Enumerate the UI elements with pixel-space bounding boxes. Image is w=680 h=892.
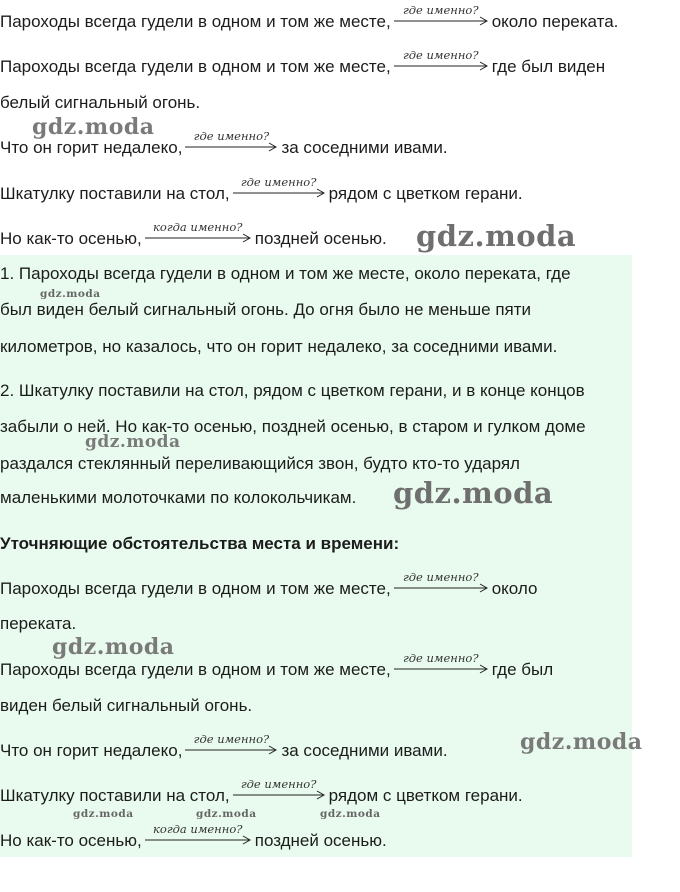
watermark-logo: gdz.moda [73, 808, 134, 820]
answer-line-2-cont: виден белый сигнальный огонь. [0, 696, 253, 715]
sentence-part: поздней осенью. [254, 831, 387, 850]
question-arrow [145, 822, 251, 846]
paragraph-2-line-2: забыли о ней. Но как-то осенью, поздней осенью, в старом и гулком доме [0, 417, 586, 436]
sentence-part: поздней осенью. [254, 229, 387, 248]
arrow-icon [394, 665, 488, 673]
sentence-part: за соседними ивами. [281, 741, 448, 760]
sentence-part: рядом с цветком герани. [328, 184, 523, 203]
sentence-part: Пароходы всегда гудели в одном и том же месте, [0, 660, 391, 679]
example-line-2 [0, 48, 606, 77]
watermark-logo: gdz.moda [196, 808, 257, 820]
sentence-part: Что он горит недалеко, [0, 138, 183, 157]
watermark-logo: gdz.moda [416, 219, 577, 253]
watermark-logo: gdz.moda [393, 476, 554, 510]
sentence-part: Пароходы всегда гудели в одном и том же месте, [0, 12, 391, 31]
arrow-icon [145, 234, 251, 242]
question-arrow [185, 732, 277, 756]
paragraph-1-line-2: был виден белый сигнальный огонь. До огня было не меньше пяти [0, 300, 532, 319]
question-label: где именно? [240, 175, 317, 189]
arrow-icon [394, 584, 488, 592]
paragraph-2-line-3: раздался стеклянный переливающийся звон, будто кто-то ударял [0, 454, 520, 473]
question-label: где именно? [402, 48, 479, 62]
arrow-icon [233, 791, 325, 799]
sentence-part: рядом с цветком герани. [328, 786, 523, 805]
sentence-part: около переката. [491, 12, 619, 31]
arrow-icon [394, 17, 488, 25]
watermark-logo: gdz.moda [32, 114, 155, 140]
answer-line-3 [0, 732, 448, 761]
arrow-icon [185, 143, 277, 151]
section-heading: Уточняющие обстоятельства места и времени: [0, 534, 400, 553]
question-arrow [233, 175, 325, 199]
answer-line-1-cont: переката. [0, 614, 77, 633]
example-line-5 [0, 220, 387, 249]
sentence-part: за соседними ивами. [281, 138, 448, 157]
answer-line-4 [0, 777, 523, 806]
question-arrow [394, 48, 488, 72]
question-label: где именно? [240, 777, 317, 791]
paragraph-1-line-1: 1. Пароходы всегда гудели в одном и том же месте, около переката, где [0, 264, 571, 283]
sentence-part: Пароходы всегда гудели в одном и том же месте, [0, 579, 391, 598]
watermark-logo: gdz.moda [40, 288, 101, 300]
watermark-logo: gdz.moda [52, 634, 175, 660]
question-arrow [394, 651, 488, 675]
arrow-icon [185, 746, 277, 754]
question-label: когда именно? [153, 822, 243, 836]
sentence-part: Но как-то осенью, [0, 229, 142, 248]
watermark-logo: gdz.moda [320, 808, 381, 820]
answer-line-5 [0, 822, 387, 851]
paragraph-2-line-1: 2. Шкатулку поставили на стол, рядом с цветком герани, и в конце концов [0, 381, 585, 400]
sentence-part: Но как-то осенью, [0, 831, 142, 850]
question-label: где именно? [193, 129, 270, 143]
paragraph-2-line-4: маленькими молоточками по колокольчикам. [0, 488, 357, 507]
sentence-part: Что он горит недалеко, [0, 741, 183, 760]
watermark-logo: gdz.moda [520, 729, 643, 755]
example-line-1 [0, 3, 619, 32]
sentence-part: Шкатулку поставили на стол, [0, 786, 230, 805]
question-arrow [185, 129, 277, 153]
question-arrow [394, 3, 488, 27]
sentence-part: Пароходы всегда гудели в одном и том же месте, [0, 57, 391, 76]
arrow-icon [233, 189, 325, 197]
answer-line-1 [0, 570, 538, 599]
example-line-2-cont: белый сигнальный огонь. [0, 93, 201, 112]
watermark-logo: gdz.moda [85, 432, 181, 452]
question-label: где именно? [402, 651, 479, 665]
question-arrow [145, 220, 251, 244]
sentence-part: где был виден [491, 57, 606, 76]
sentence-part: около [491, 579, 538, 598]
example-line-4 [0, 175, 523, 204]
question-label: где именно? [402, 3, 479, 17]
example-line-3 [0, 129, 448, 158]
sentence-part: где был [491, 660, 554, 679]
answer-line-2 [0, 651, 554, 680]
question-arrow [233, 777, 325, 801]
question-label: когда именно? [153, 220, 243, 234]
question-arrow [394, 570, 488, 594]
question-label: где именно? [193, 732, 270, 746]
arrow-icon [394, 62, 488, 70]
question-label: где именно? [402, 570, 479, 584]
arrow-icon [145, 836, 251, 844]
sentence-part: Шкатулку поставили на стол, [0, 184, 230, 203]
paragraph-1-line-3: километров, но казалось, что он горит недалеко, за соседними ивами. [0, 337, 558, 356]
